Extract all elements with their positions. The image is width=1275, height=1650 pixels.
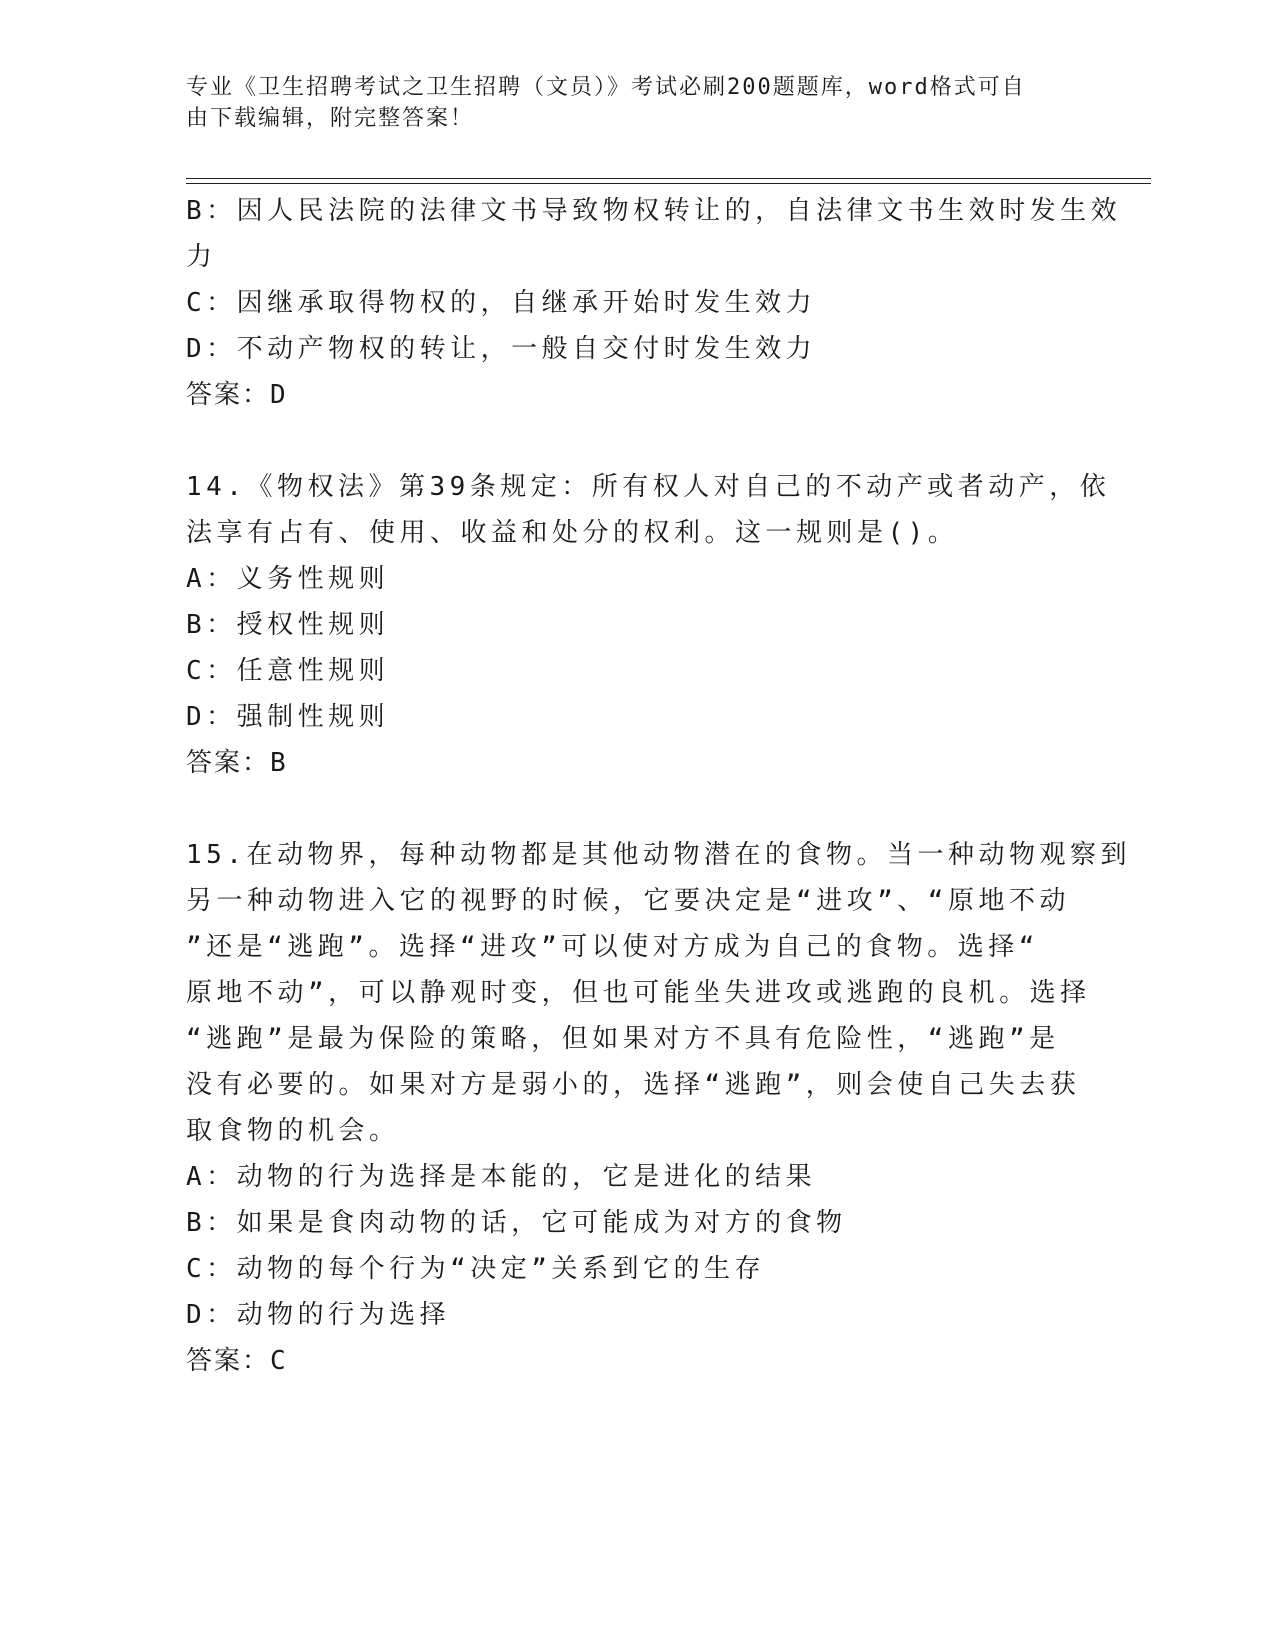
q13-answer: 答案：D xyxy=(186,380,288,410)
q14-stem-line-2: 法享有占有、使用、收益和处分的权利。这一规则是()。 xyxy=(186,518,959,548)
question-spacer xyxy=(186,786,1086,832)
question-13 xyxy=(186,188,1122,418)
q14-stem-line-1: 14.《物权法》第39条规定：所有权人对自己的不动产或者动产，依 xyxy=(186,472,1111,502)
q15-option-b: B：如果是食肉动物的话，它可能成为对方的食物 xyxy=(186,1208,847,1238)
q15-stem-line-7: 取食物的机会。 xyxy=(186,1116,400,1146)
q15-stem-line-1: 15.在动物界，每种动物都是其他动物潜在的食物。当一种动物观察到 xyxy=(186,840,1131,870)
q13-option-b-line-2: 力 xyxy=(186,242,217,272)
q13-option-b-line-1: B：因人民法院的法律文书导致物权转让的，自法律文书生效时发生效 xyxy=(186,196,1122,226)
header-divider-bottom xyxy=(186,183,1151,184)
q14-answer: 答案：B xyxy=(186,748,288,778)
header-line-1: 专业《卫生招聘考试之卫生招聘（文员）》考试必刷200题题库，word格式可自 xyxy=(186,75,1026,100)
q15-stem-line-6: 没有必要的。如果对方是弱小的，选择“逃跑”，则会使自己失去获 xyxy=(186,1070,1081,1100)
q13-option-d: D：不动产物权的转让，一般自交付时发生效力 xyxy=(186,334,817,364)
q14-option-b: B：授权性规则 xyxy=(186,610,390,640)
q15-answer: 答案：C xyxy=(186,1346,288,1376)
question-spacer xyxy=(186,418,1086,464)
q14-option-c: C：任意性规则 xyxy=(186,656,390,686)
question-15 xyxy=(186,832,1131,1384)
q15-option-a: A：动物的行为选择是本能的，它是进化的结果 xyxy=(186,1162,817,1192)
q15-option-d: D：动物的行为选择 xyxy=(186,1300,451,1330)
q15-option-c: C：动物的每个行为“决定”关系到它的生存 xyxy=(186,1254,765,1284)
document-body xyxy=(186,188,1131,1384)
question-14 xyxy=(186,464,1111,786)
q15-stem-line-5: “逃跑”是最为保险的策略，但如果对方不具有危险性，“逃跑”是 xyxy=(186,1024,1060,1054)
header-line-2: 由下载编辑，附完整答案！ xyxy=(186,106,475,131)
q15-stem-line-3: ”还是“逃跑”。选择“进攻”可以使对方成为自己的食物。选择“ xyxy=(186,932,1039,962)
header-divider-top xyxy=(186,178,1151,179)
q15-stem-line-4: 原地不动”，可以静观时变，但也可能坐失进攻或逃跑的良机。选择 xyxy=(186,978,1091,1008)
document-header xyxy=(186,72,1066,134)
q13-option-c: C：因继承取得物权的，自继承开始时发生效力 xyxy=(186,288,817,318)
q15-stem-line-2: 另一种动物进入它的视野的时候，它要决定是“进攻”、“原地不动 xyxy=(186,886,1070,916)
q14-option-a: A：义务性规则 xyxy=(186,564,390,594)
q14-option-d: D：强制性规则 xyxy=(186,702,390,732)
